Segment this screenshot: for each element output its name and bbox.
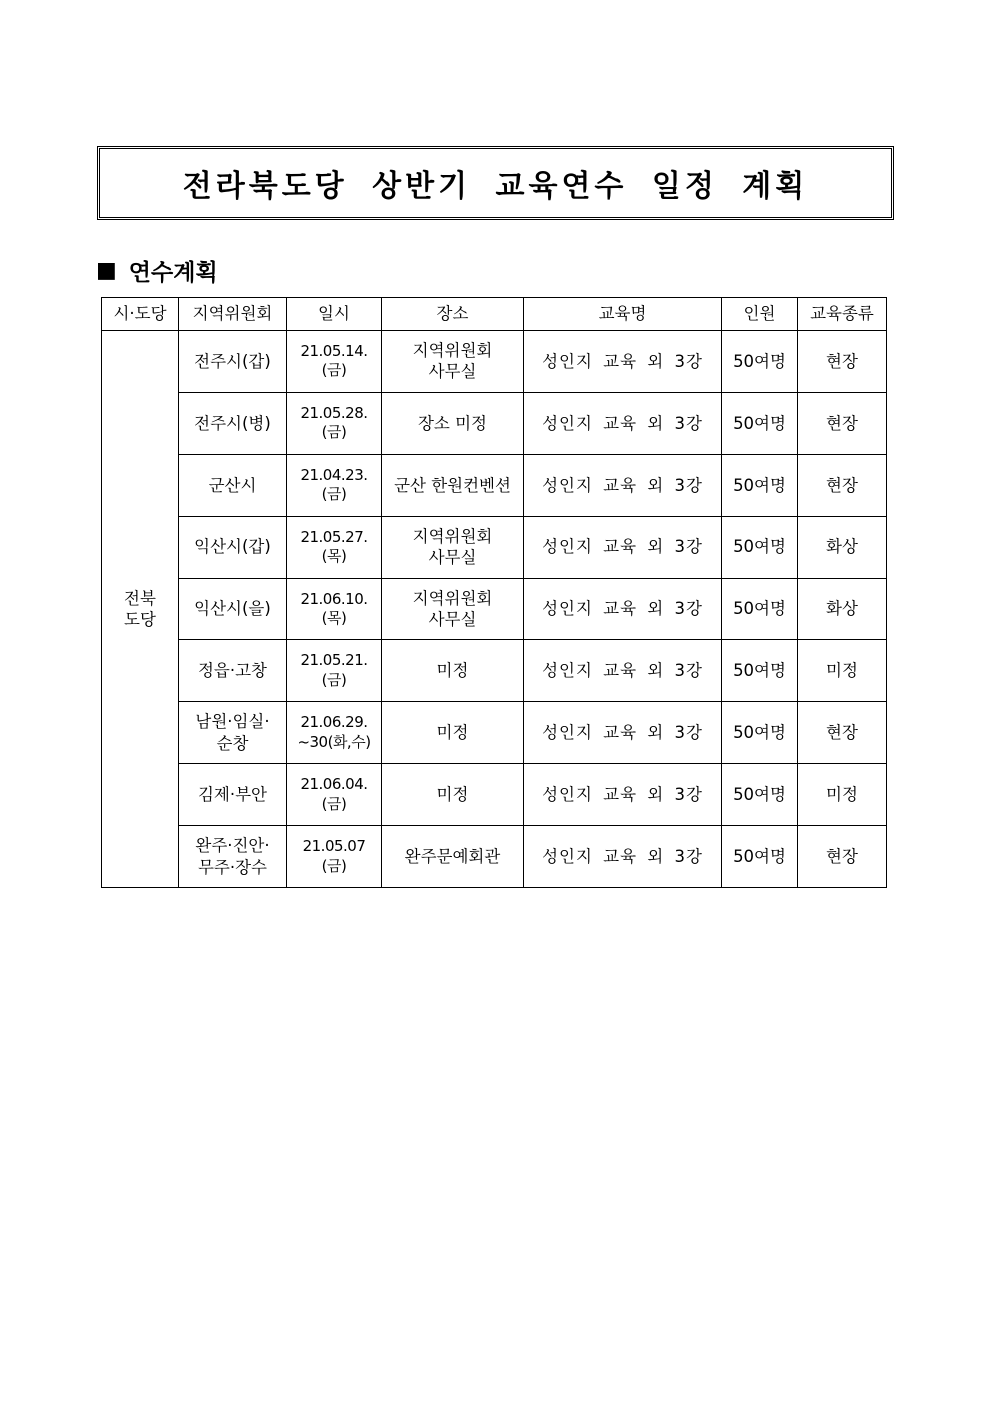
square-bullet-icon: ■	[96, 257, 117, 283]
people-cell: 50여명	[722, 826, 798, 888]
header-type: 교육종류	[798, 298, 887, 331]
type-cell: 현장	[798, 331, 887, 393]
people-cell: 50여명	[722, 331, 798, 393]
date-cell: 21.05.14. (금)	[287, 331, 382, 393]
table-row	[102, 640, 887, 702]
place-cell: 미정	[382, 702, 524, 764]
people-cell: 50여명	[722, 640, 798, 702]
committee-cell: 익산시(갑)	[179, 516, 287, 578]
table-row	[102, 392, 887, 454]
people-cell: 50여명	[722, 578, 798, 640]
place-cell: 지역위원회 사무실	[382, 516, 524, 578]
course-cell: 성인지 교육 외 3강	[524, 702, 722, 764]
committee-cell: 익산시(을)	[179, 578, 287, 640]
type-cell: 미정	[798, 640, 887, 702]
place-cell: 장소 미정	[382, 392, 524, 454]
header-people: 인원	[722, 298, 798, 331]
header-province: 시·도당	[102, 298, 179, 331]
committee-cell: 김제·부안	[179, 764, 287, 826]
place-cell: 지역위원회 사무실	[382, 331, 524, 393]
table-row	[102, 454, 887, 516]
place-cell: 미정	[382, 640, 524, 702]
course-cell: 성인지 교육 외 3강	[524, 826, 722, 888]
date-cell: 21.06.29. ~30(화,수)	[287, 702, 382, 764]
type-cell: 현장	[798, 702, 887, 764]
course-cell: 성인지 교육 외 3강	[524, 392, 722, 454]
committee-cell: 정읍·고창	[179, 640, 287, 702]
place-cell: 지역위원회 사무실	[382, 578, 524, 640]
date-cell: 21.04.23. (금)	[287, 454, 382, 516]
committee-cell: 완주·진안· 무주·장수	[179, 826, 287, 888]
date-cell: 21.06.04. (금)	[287, 764, 382, 826]
course-cell: 성인지 교육 외 3강	[524, 454, 722, 516]
people-cell: 50여명	[722, 764, 798, 826]
table-row	[102, 331, 887, 393]
type-cell: 현장	[798, 392, 887, 454]
title-box	[97, 146, 894, 220]
type-cell: 미정	[798, 764, 887, 826]
header-committee: 지역위원회	[179, 298, 287, 331]
date-cell: 21.05.27. (목)	[287, 516, 382, 578]
header-course: 교육명	[524, 298, 722, 331]
training-schedule-table	[101, 297, 887, 888]
place-cell: 미정	[382, 764, 524, 826]
province-cell: 전북 도당	[102, 331, 179, 888]
committee-cell: 남원·임실· 순창	[179, 702, 287, 764]
date-cell: 21.05.07 (금)	[287, 826, 382, 888]
people-cell: 50여명	[722, 454, 798, 516]
committee-cell: 전주시(병)	[179, 392, 287, 454]
type-cell: 현장	[798, 454, 887, 516]
table-header-row	[102, 298, 887, 331]
type-cell: 화상	[798, 578, 887, 640]
section-title: 연수계획	[128, 259, 218, 286]
section-heading	[96, 253, 218, 287]
committee-cell: 군산시	[179, 454, 287, 516]
course-cell: 성인지 교육 외 3강	[524, 516, 722, 578]
date-cell: 21.05.21. (금)	[287, 640, 382, 702]
place-cell: 완주문예회관	[382, 826, 524, 888]
table-row	[102, 702, 887, 764]
table-row	[102, 764, 887, 826]
header-date: 일시	[287, 298, 382, 331]
table-row	[102, 826, 887, 888]
type-cell: 화상	[798, 516, 887, 578]
course-cell: 성인지 교육 외 3강	[524, 640, 722, 702]
people-cell: 50여명	[722, 392, 798, 454]
committee-cell: 전주시(갑)	[179, 331, 287, 393]
table-row	[102, 578, 887, 640]
date-cell: 21.05.28. (금)	[287, 392, 382, 454]
header-place: 장소	[382, 298, 524, 331]
place-cell: 군산 한원컨벤션	[382, 454, 524, 516]
table-row	[102, 516, 887, 578]
type-cell: 현장	[798, 826, 887, 888]
course-cell: 성인지 교육 외 3강	[524, 764, 722, 826]
document-title: 전라북도당 상반기 교육연수 일정 계획	[182, 169, 809, 204]
date-cell: 21.06.10. (목)	[287, 578, 382, 640]
people-cell: 50여명	[722, 516, 798, 578]
people-cell: 50여명	[722, 702, 798, 764]
course-cell: 성인지 교육 외 3강	[524, 331, 722, 393]
course-cell: 성인지 교육 외 3강	[524, 578, 722, 640]
